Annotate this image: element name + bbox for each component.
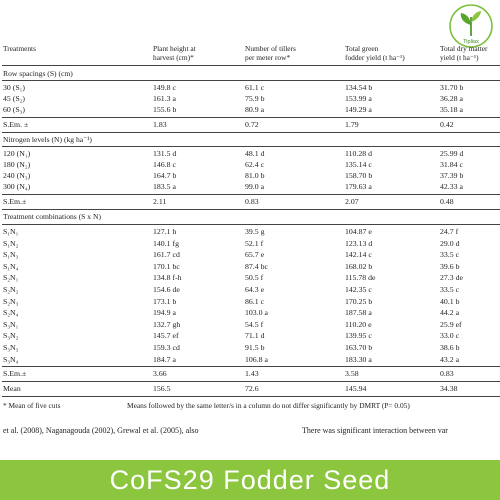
table-row [0, 83, 500, 93]
table-cell: 61.1 c [245, 83, 265, 92]
section-rule [2, 224, 500, 225]
footnote-mean: * Mean of five cuts [3, 401, 61, 410]
table-cell: 31.70 b [440, 83, 464, 92]
table-row [0, 285, 500, 295]
table-cell: S₃N₄ [3, 354, 19, 364]
table-row [0, 273, 500, 283]
table-cell: 142.14 c [345, 250, 372, 260]
footnote-dmrt: Means followed by the same letter/s in a column do not differ significantly by DMRT (P= 0.05) [127, 401, 410, 410]
table-row [0, 149, 500, 159]
table-cell: 40.1 b [440, 296, 460, 306]
table-row [0, 320, 500, 330]
table-cell: 39.6 b [440, 261, 460, 271]
section-spacing: Row spacings (S) (cm) [3, 69, 73, 78]
table-cell: 142.35 c [345, 285, 372, 294]
section-rule [2, 209, 500, 210]
sem-rule [2, 194, 500, 195]
table-cell: 139.95 c [345, 331, 372, 341]
section-rule [2, 381, 500, 382]
table-cell: 140.1 fg [153, 238, 179, 248]
table-cell: 42.33 a [440, 182, 463, 191]
table-cell: 45 (S₂) [3, 94, 25, 103]
table-cell: 149.29 a [345, 105, 372, 114]
table-row [0, 250, 500, 260]
table-cell: 44.2 a [440, 308, 460, 318]
header-green-fodder: Total green fodder yield (t ha⁻¹) [345, 44, 405, 62]
table-cell: 115.78 de [345, 273, 376, 283]
table-cell: S₃N₂ [3, 331, 19, 341]
table-cell: S₂N₄ [3, 308, 19, 318]
table-cell: 37.39 b [440, 171, 464, 180]
table-cell: 91.5 b [245, 343, 265, 352]
table-cell: 43.2 a [440, 354, 460, 364]
table-row [0, 160, 500, 170]
table-row [0, 343, 500, 353]
table-cell: 104.87 e [345, 227, 372, 236]
table-cell: 80.9 a [245, 105, 265, 114]
banner-title: CoFS29 Fodder Seed [109, 465, 391, 495]
table-cell: 123.13 d [345, 238, 373, 248]
sem-rule [2, 366, 500, 367]
table-row [0, 94, 500, 104]
table-row [0, 227, 500, 237]
table-cell: 163.70 b [345, 343, 373, 352]
table-cell: 132.7 gh [153, 319, 181, 329]
table-cell: 110.28 d [345, 149, 372, 158]
table-row [0, 308, 500, 318]
table-row [0, 331, 500, 341]
table-cell: 179.63 a [345, 182, 372, 191]
sem-rule [2, 117, 500, 118]
table-cell: 240 (N₃) [3, 171, 31, 180]
table-row [0, 239, 500, 249]
table-cell: 106.8 a [245, 354, 268, 364]
table-cell: 173.1 b [153, 296, 177, 306]
table-row [0, 297, 500, 307]
table-cell: 52.1 f [245, 238, 264, 248]
table-cell: 134.8 f-h [153, 273, 182, 283]
section-rule [2, 80, 500, 81]
table-cell: 25.99 d [440, 149, 464, 158]
table-cell: 164.7 b [153, 171, 177, 180]
section-combo: Treatment combinations (S x N) [3, 212, 102, 221]
table-bottom-rule [2, 396, 500, 397]
table-cell: 60 (S₃) [3, 105, 25, 114]
table-cell: 86.1 c [245, 296, 265, 306]
table-row [0, 262, 500, 272]
table-cell: 87.4 bc [245, 261, 268, 271]
svg-text:Tipliax: Tipliax [463, 39, 479, 45]
table-cell: S₃N₃ [3, 343, 19, 352]
body-text-left: et al. (2008), Naganagouda (2002), Grewal et al. (2005), also [3, 426, 199, 435]
table-cell: 110.20 e [345, 319, 372, 329]
table-row [0, 182, 500, 192]
table-cell: S₂N₃ [3, 296, 19, 306]
table-cell: 131.5 d [153, 149, 177, 158]
table-cell: 30 (S₁) [3, 83, 25, 92]
table-cell: 170.25 b [345, 296, 373, 306]
table-cell: S₂N₁ [3, 273, 19, 283]
table-cell: 161.3 a [153, 94, 176, 103]
table-cell: 183.5 a [153, 182, 176, 191]
nitrogen-sem-row: S.Em.± 2.11 0.83 2.07 0.48 [3, 197, 454, 206]
header-dry-matter: Total dry matter yield (t ha⁻¹) [440, 44, 488, 62]
table-cell: 29.0 d [440, 238, 460, 248]
table-cell: S₁N₄ [3, 261, 19, 271]
table-cell: 170.1 bc [153, 261, 180, 271]
table-cell: 27.3 de [440, 273, 463, 283]
table-cell: 187.58 a [345, 308, 372, 318]
table-cell: 62.4 c [245, 160, 265, 169]
table-cell: 50.5 f [245, 273, 264, 283]
section-rule [2, 146, 500, 147]
table-row [0, 105, 500, 115]
table-cell: 38.6 b [440, 343, 460, 352]
table-cell: 103.0 a [245, 308, 268, 318]
section-rule [2, 132, 500, 133]
table-cell: 65.7 e [245, 250, 265, 260]
table-cell: 71.1 d [245, 331, 265, 341]
table-cell: 180 (N₂) [3, 160, 31, 169]
table-cell: 99.0 a [245, 182, 265, 191]
table-cell: 168.02 b [345, 261, 373, 271]
table-cell: 75.9 b [245, 94, 265, 103]
table-cell: 48.1 d [245, 149, 265, 158]
table-cell: 149.8 c [153, 83, 176, 92]
table-cell: 36.28 a [440, 94, 463, 103]
header-treatments: Treatments [3, 44, 36, 53]
table-cell: 127.1 h [153, 227, 177, 236]
header-tillers: Number of tillers per meter row* [245, 44, 296, 62]
table-cell: 194.9 a [153, 308, 176, 318]
table-cell: 120 (N₁) [3, 149, 31, 158]
header-plant-height: Plant height at harvest (cm)* [153, 44, 196, 62]
table-cell: 153.99 a [345, 94, 372, 103]
table-cell: 146.8 c [153, 160, 176, 169]
table-cell: 183.30 a [345, 354, 372, 364]
table-cell: 54.5 f [245, 319, 264, 329]
spacing-sem-row: S.Em. ± 1.83 0.72 1.79 0.42 [3, 120, 454, 129]
table-cell: 145.7 ef [153, 331, 179, 341]
table-cell: 184.7 a [153, 354, 176, 364]
table-cell: 33.0 c [440, 331, 460, 341]
mean-row: Mean 156.5 72.6 145.94 34.38 [3, 384, 458, 393]
table-cell: 154.6 de [153, 285, 180, 294]
table-cell: 161.7 cd [153, 250, 180, 260]
table-cell: 25.9 ef [440, 319, 462, 329]
table-cell: 158.70 b [345, 171, 373, 180]
table-row [0, 355, 500, 365]
section-nitrogen: Nitrogen levels (N) (kg ha⁻¹) [3, 135, 92, 144]
table-cell: 31.84 c [440, 160, 463, 169]
table-cell: S₃N₁ [3, 319, 19, 329]
table-cell: 135.14 c [345, 160, 372, 169]
table-cell: 33.5 c [440, 285, 460, 294]
table-cell: S₂N₂ [3, 285, 19, 294]
table-cell: 24.7 f [440, 227, 459, 236]
table-cell: 64.3 e [245, 285, 265, 294]
table-cell: 33.5 c [440, 250, 460, 260]
table-cell: 300 (N₄) [3, 182, 31, 191]
table-cell: 81.0 b [245, 171, 265, 180]
table-cell: 134.54 b [345, 83, 373, 92]
body-text-right: There was significant interaction between var [302, 426, 448, 435]
header-rule [2, 65, 500, 66]
table-row [0, 171, 500, 181]
combo-sem-row: S.Em.± 3.66 1.43 3.58 0.83 [3, 369, 454, 378]
table-cell: S₁N₃ [3, 250, 19, 260]
table-cell: 159.3 cd [153, 343, 180, 352]
tipliax-logo [448, 3, 494, 49]
table-cell: S₁N₂ [3, 238, 19, 248]
table-cell: 39.5 g [245, 227, 265, 236]
table-cell: 155.6 b [153, 105, 177, 114]
table-cell: S₁N₁ [3, 227, 19, 236]
table-cell: 35.18 a [440, 105, 463, 114]
